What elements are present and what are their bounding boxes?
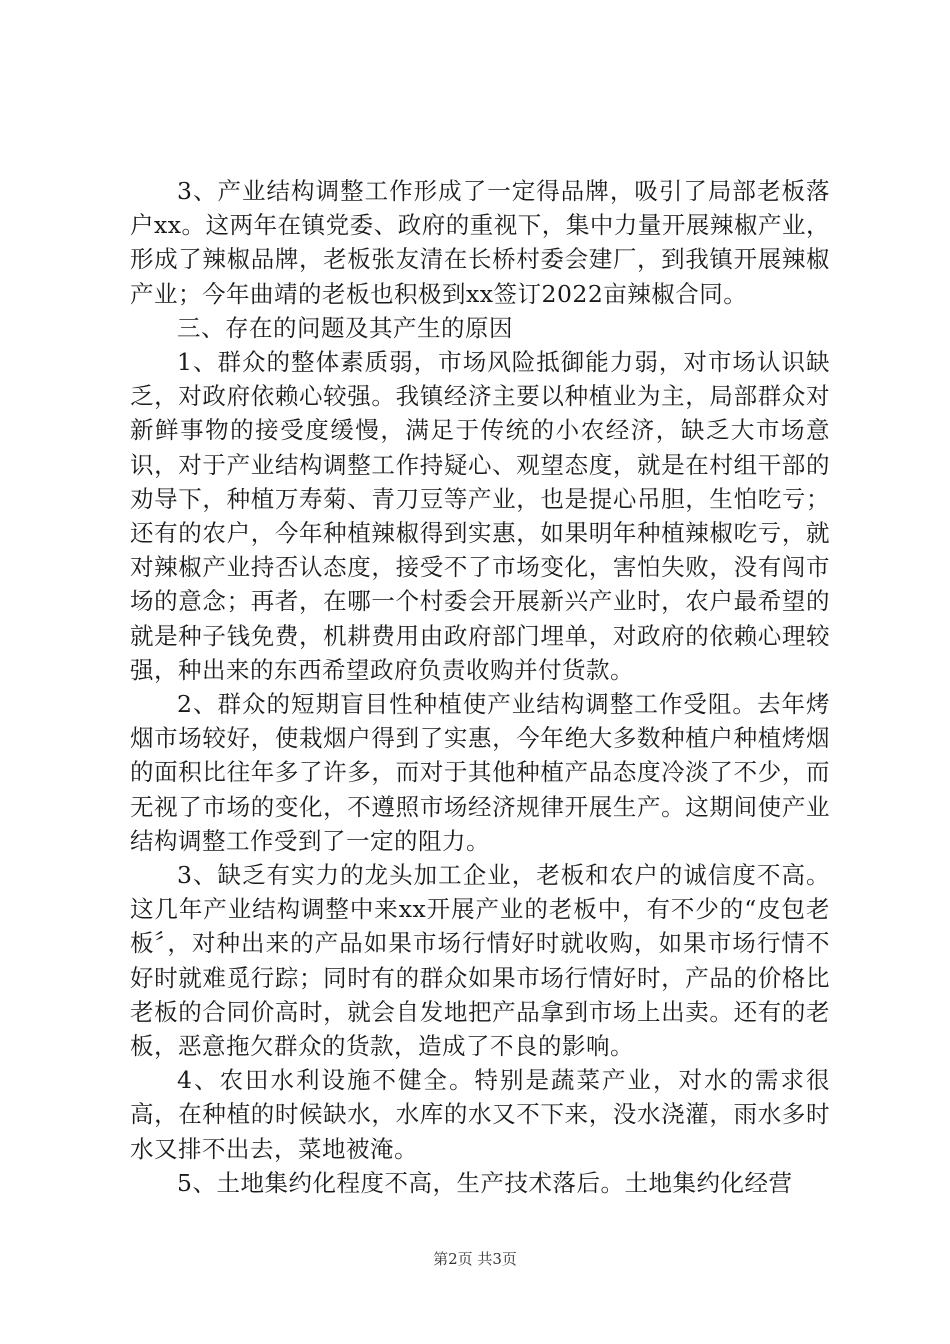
paragraph-problem-5: 5、土地集约化程度不高，生产技术落后。土地集约化经营 xyxy=(177,1168,793,1197)
document-body xyxy=(130,174,830,1200)
section-heading-problems: 三、存在的问题及其产生的原因 xyxy=(177,313,513,342)
paragraph-problem-4: 4、农田水利设施不健全。特别是蔬菜产业，对水的需求很高，在种植的时候缺水，水库的水又不下来，没水浇灌，雨水多时水又排不出去，菜地被淹。 xyxy=(130,1066,830,1163)
paragraph-problem-1: 1、群众的整体素质弱，市场风险抵御能力弱，对市场认识缺乏，对政府依赖心较强。我镇经济主要以种植业为主，局部群众对新鲜事物的接受度缓慢，满足于传统的小农经济，缺乏大市场意识，对于产业结构调整工作持疑心、观望态度，就是在村组干部的劝导下，种植万寿菊、青刀豆等产业，也是提心吊胆，生怕吃亏；还有的农户，今年种植辣椒得到实惠，如果明年种植辣椒吃亏，就对辣椒产业持否认态度，接受不了市场变化，害怕失败，没有闯市场的意念；再者，在哪一个村委会开展新兴产业时，农户最希望的就是种子钱免费，机耕费用由政府部门埋单，对政府的依赖心理较强，种出来的东西希望政府负责收购并付货款。 xyxy=(130,348,830,684)
page-number-footer: 第2页 共3页 xyxy=(433,1250,517,1268)
paragraph-brand-investment: 3、产业结构调整工作形成了一定得品牌，吸引了局部老板落户xx。这两年在镇党委、政府的重视下，集中力量开展辣椒产业，形成了辣椒品牌，老板张友清在长桥村委会建厂，到我镇开展辣椒产业；今年曲靖的老板也积极到xx签订2022亩辣椒合同。 xyxy=(130,177,830,308)
paragraph-problem-3: 3、缺乏有实力的龙头加工企业，老板和农户的诚信度不高。这几年产业结构调整中来xx开展产业的老板中，有不少的“皮包老板〞，对种出来的产品如果市场行情好时就收购，如果市场行情不好时就难觅行踪；同时有的群众如果市场行情好时，产品的价格比老板的合同价高时，就会自发地把产品拿到市场上出卖。还有的老板，恶意拖欠群众的货款，造成了不良的影响。 xyxy=(130,861,830,1061)
paragraph-problem-2: 2、群众的短期盲目性种植使产业结构调整工作受阻。去年烤烟市场较好，使栽烟户得到了实惠，今年绝大多数种植户种植烤烟的面积比往年多了许多，而对于其他种植产品态度冷淡了不少，而无视了市场的变化，不遵照市场经济规律开展生产。这期间使产业结构调整工作受到了一定的阻力。 xyxy=(130,690,830,855)
